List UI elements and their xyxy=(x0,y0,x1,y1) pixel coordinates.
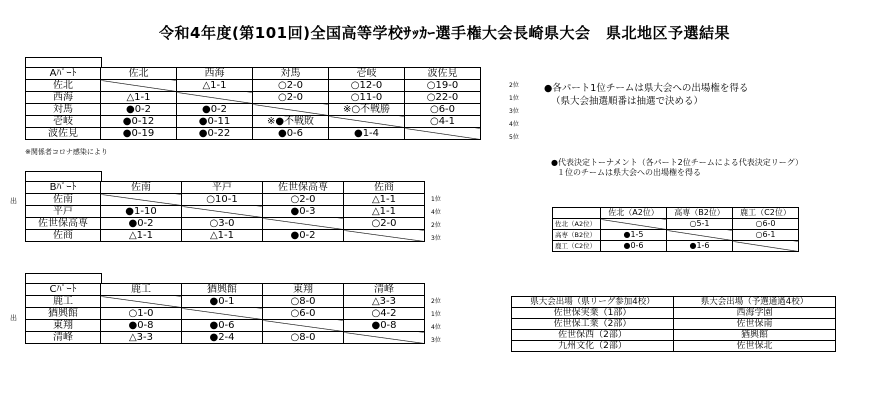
table-row xyxy=(553,230,799,241)
diagonal-cell xyxy=(733,241,799,252)
result-cell: ○8-0 xyxy=(263,296,344,308)
part-a-league-table xyxy=(25,67,481,140)
result-cell: ○2-0 xyxy=(253,80,329,92)
table-row xyxy=(26,206,425,218)
result-cell: ●1-6 xyxy=(667,241,733,252)
result-cell: △3-3 xyxy=(344,296,425,308)
rule-text: ●各パート1位チームは県大会への出場権を得る xyxy=(544,83,749,94)
team-header: 佐南 xyxy=(101,182,182,194)
rank-label: 3位 xyxy=(431,235,441,242)
rank-label: 1位 xyxy=(509,95,519,102)
qualified-header-right: 県大会出場（予選通過4校） xyxy=(674,297,836,308)
diagonal-cell xyxy=(329,116,405,128)
result-cell: ●0-12 xyxy=(101,116,177,128)
page-title: 令和4年度(第101回)全国高等学校ｻｯｶｰ選手権大会長崎県大会 県北地区予選結果 xyxy=(159,24,730,42)
qualified-team: 佐世保西（2部） xyxy=(512,330,674,341)
team-name: 佐商 xyxy=(26,230,101,242)
table-row xyxy=(26,104,481,116)
team-header: 平戸 xyxy=(182,182,263,194)
rank-label: 3位 xyxy=(509,108,519,115)
rank-label: 2位 xyxy=(509,82,519,89)
team-header: 猶興館 xyxy=(182,284,263,296)
qualified-header-left: 県大会出場（県リーグ参加4校） xyxy=(512,297,674,308)
rank-label: 5位 xyxy=(509,134,519,141)
team-name: 佐北（A2位） xyxy=(553,219,601,230)
rank-label: 4位 xyxy=(509,121,519,128)
side-mark: 出 xyxy=(10,314,17,322)
result-cell: ●0-8 xyxy=(344,320,425,332)
result-cell: △1-1 xyxy=(344,206,425,218)
rule-text: （県大会抽選順番は抽選で決める） xyxy=(551,96,704,107)
diagonal-cell xyxy=(344,332,425,344)
result-cell: ○5-1 xyxy=(667,219,733,230)
diagonal-cell xyxy=(177,92,253,104)
result-cell: ●1-5 xyxy=(601,230,667,241)
result-cell: △1-1 xyxy=(101,230,182,242)
team-header: 佐商 xyxy=(344,182,425,194)
diagonal-cell xyxy=(601,219,667,230)
result-cell: ○2-0 xyxy=(253,92,329,104)
table-row xyxy=(26,332,425,344)
qualified-team: 九州文化（2部） xyxy=(512,341,674,352)
result-cell: ○6-0 xyxy=(263,308,344,320)
table-row xyxy=(512,330,836,341)
team-name: 佐南 xyxy=(26,194,101,206)
table-row xyxy=(26,218,425,230)
result-cell: ○4-1 xyxy=(405,116,481,128)
result-cell: ※●不戦敗 xyxy=(253,116,329,128)
qualified-team: 佐世保実業（1部） xyxy=(512,308,674,319)
decider-league-table xyxy=(552,207,799,252)
result-cell: △1-1 xyxy=(344,194,425,206)
table-row xyxy=(26,230,425,242)
team-name: 猶興館 xyxy=(26,308,101,320)
part-c-league-table xyxy=(25,283,425,344)
rank-label: 3位 xyxy=(431,337,441,344)
team-name: 佐北 xyxy=(26,80,101,92)
diagonal-cell xyxy=(182,206,263,218)
result-cell: ●0-1 xyxy=(182,296,263,308)
part-c-label: Cﾊﾟｰﾄ xyxy=(26,284,101,296)
table-row xyxy=(26,80,481,92)
diagonal-cell xyxy=(101,80,177,92)
result-cell: △1-1 xyxy=(182,230,263,242)
result-cell: ○2-0 xyxy=(263,194,344,206)
result-cell: ●1-10 xyxy=(101,206,182,218)
qualified-team: 猶興館 xyxy=(674,330,836,341)
table-row xyxy=(26,92,481,104)
team-name: 清峰 xyxy=(26,332,101,344)
result-cell: ●0-2 xyxy=(101,104,177,116)
result-cell: ●0-6 xyxy=(182,320,263,332)
result-cell: ●0-19 xyxy=(101,128,177,140)
side-mark: 出 xyxy=(10,197,17,205)
team-header: 高専（B2位） xyxy=(667,208,733,219)
result-cell: ○22-0 xyxy=(405,92,481,104)
result-cell: ●0-22 xyxy=(177,128,253,140)
result-cell: ○4-2 xyxy=(344,308,425,320)
diagonal-cell xyxy=(263,320,344,332)
team-header: 壱岐 xyxy=(329,68,405,80)
team-name: 平戸 xyxy=(26,206,101,218)
rule-text: １位のチームは県大会への出場権を得る xyxy=(557,168,701,177)
result-cell: ○11-0 xyxy=(329,92,405,104)
team-name: 波佐見 xyxy=(26,128,101,140)
result-cell: ●0-2 xyxy=(177,104,253,116)
team-header: 佐世保高専 xyxy=(263,182,344,194)
table-row xyxy=(553,241,799,252)
result-cell: ○6-1 xyxy=(733,230,799,241)
covid-note: ※関係者コロナ感染により xyxy=(25,148,108,156)
result-cell: ※○不戦勝 xyxy=(329,104,405,116)
diagonal-cell xyxy=(101,194,182,206)
table-row xyxy=(26,128,481,140)
result-cell: ○8-0 xyxy=(263,332,344,344)
result-cell: ●0-11 xyxy=(177,116,253,128)
result-cell: ○19-0 xyxy=(405,80,481,92)
result-cell: △1-1 xyxy=(177,80,253,92)
team-header: 対馬 xyxy=(253,68,329,80)
team-name: 壱岐 xyxy=(26,116,101,128)
team-header: 鹿工 xyxy=(101,284,182,296)
team-name: 東翔 xyxy=(26,320,101,332)
diagonal-cell xyxy=(667,230,733,241)
result-cell: ○6-0 xyxy=(733,219,799,230)
team-header: 佐北（A2位） xyxy=(601,208,667,219)
team-name: 対馬 xyxy=(26,104,101,116)
table-row xyxy=(553,219,799,230)
result-cell: ●0-2 xyxy=(101,218,182,230)
rank-label: 2位 xyxy=(431,298,441,305)
table-row xyxy=(512,319,836,330)
qualified-team: 佐世保北 xyxy=(674,341,836,352)
diagonal-cell xyxy=(405,128,481,140)
rank-label: 4位 xyxy=(431,324,441,331)
team-header: 清峰 xyxy=(344,284,425,296)
team-header: 鹿工（C2位） xyxy=(733,208,799,219)
rank-label: 1位 xyxy=(431,311,441,318)
part-b-league-table xyxy=(25,181,425,242)
qualified-team: 佐世保南 xyxy=(674,319,836,330)
result-cell: ●1-4 xyxy=(329,128,405,140)
table-row xyxy=(26,296,425,308)
part-b-label: Bﾊﾟｰﾄ xyxy=(26,182,101,194)
table-row xyxy=(512,308,836,319)
result-cell: ●0-3 xyxy=(263,206,344,218)
part-a-label: Aﾊﾟｰﾄ xyxy=(26,68,101,80)
team-name: 高専（B2位） xyxy=(553,230,601,241)
diagonal-cell xyxy=(263,218,344,230)
table-row xyxy=(512,341,836,352)
team-name: 西海 xyxy=(26,92,101,104)
team-name: 鹿工（C2位） xyxy=(553,241,601,252)
rule-text: ●代表決定トーナメント（各パート2位チームによる代表決定リーグ） xyxy=(551,158,803,167)
team-header: 佐北 xyxy=(101,68,177,80)
table-row xyxy=(26,308,425,320)
table-row xyxy=(26,194,425,206)
result-cell: ○2-0 xyxy=(344,218,425,230)
result-cell: ○1-0 xyxy=(101,308,182,320)
team-header: 東翔 xyxy=(263,284,344,296)
result-cell: △3-3 xyxy=(101,332,182,344)
diagonal-cell xyxy=(101,296,182,308)
result-cell: ●0-6 xyxy=(601,241,667,252)
result-cell: ●2-4 xyxy=(182,332,263,344)
diagonal-cell xyxy=(253,104,329,116)
rank-label: 4位 xyxy=(431,209,441,216)
qualified-teams-table xyxy=(511,296,836,352)
result-cell: ○10-1 xyxy=(182,194,263,206)
diagonal-cell xyxy=(344,230,425,242)
team-name: 鹿工 xyxy=(26,296,101,308)
table-row xyxy=(26,116,481,128)
table-row xyxy=(26,320,425,332)
corner-cell xyxy=(553,208,601,219)
result-cell: ●0-6 xyxy=(253,128,329,140)
rank-label: 2位 xyxy=(431,222,441,229)
diagonal-cell xyxy=(182,308,263,320)
team-header: 波佐見 xyxy=(405,68,481,80)
result-cell: ○3-0 xyxy=(182,218,263,230)
team-name: 佐世保高専 xyxy=(26,218,101,230)
result-cell: ●0-2 xyxy=(263,230,344,242)
qualified-team: 西海学園 xyxy=(674,308,836,319)
rank-label: 1位 xyxy=(431,196,441,203)
qualified-team: 佐世保工業（2部） xyxy=(512,319,674,330)
result-cell: ●0-8 xyxy=(101,320,182,332)
result-cell: △1-1 xyxy=(101,92,177,104)
result-cell: ○6-0 xyxy=(405,104,481,116)
result-cell: ○12-0 xyxy=(329,80,405,92)
team-header: 西海 xyxy=(177,68,253,80)
